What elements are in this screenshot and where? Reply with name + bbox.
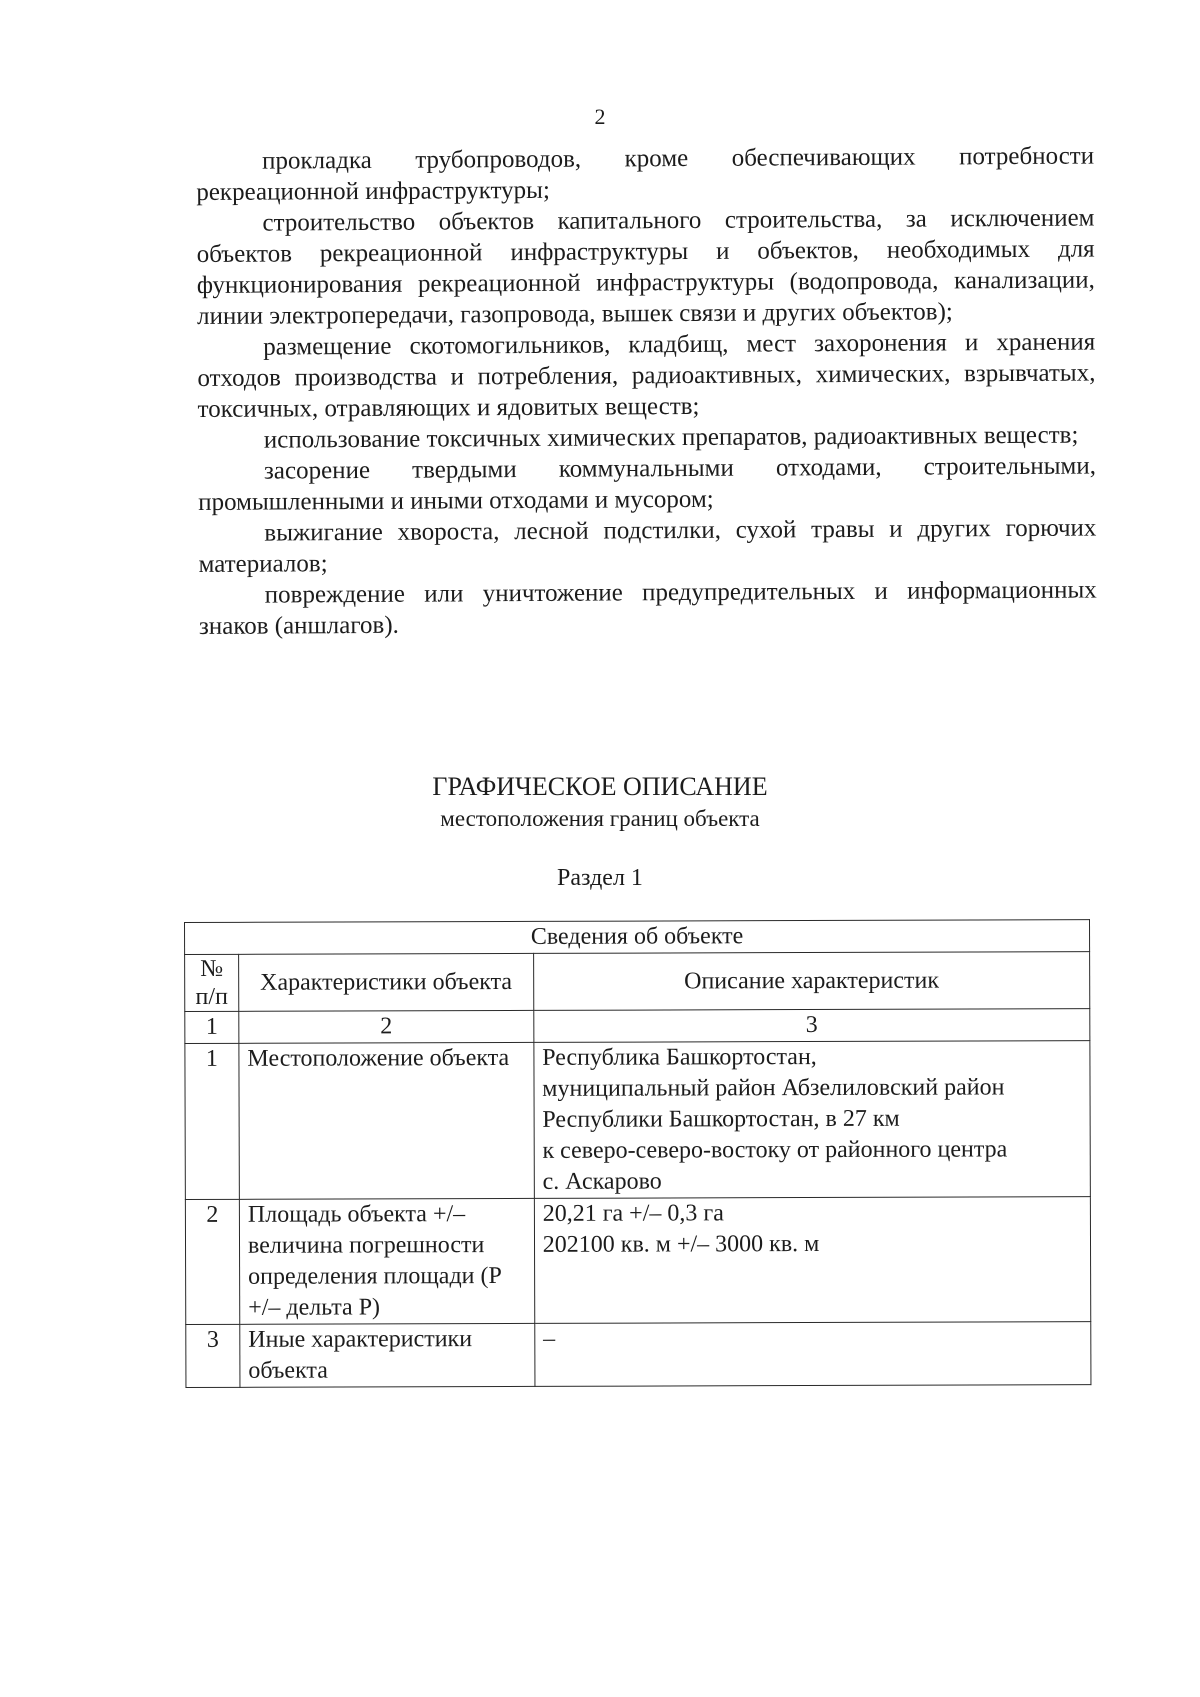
row-description — [534, 1041, 1091, 1199]
row-characteristic: Иные характеристики объекта — [240, 1323, 535, 1387]
row-num: 1 — [185, 1043, 239, 1199]
table-header-row — [185, 952, 1090, 1012]
description-line: 20,21 га +/– 0,3 га — [542, 1200, 724, 1227]
header-description: Описание характеристик — [533, 952, 1089, 1011]
table-row — [185, 1041, 1090, 1200]
object-info-table — [184, 919, 1091, 1388]
heading-title: ГРАФИЧЕСКОЕ ОПИСАНИЕ — [432, 772, 768, 801]
paragraph: прокладка трубопроводов, кроме обеспечивающих потребности рекреационной инфраструктуры; — [196, 142, 1095, 206]
heading-subtitle: местоположения границ объекта — [440, 806, 760, 831]
section-label: Раздел 1 — [557, 865, 643, 891]
paragraph: использование токсичных химических препаратов, радиоактивных веществ; — [263, 421, 1079, 454]
row-characteristic: Местоположение объекта — [239, 1042, 534, 1199]
table-row — [186, 1322, 1091, 1388]
paragraph: засорение твердыми коммунальными отходами, строительными, промышленными и иными отходами и мусором; — [198, 452, 1097, 516]
description-line: к северо-северо-востоку от районного центра — [542, 1136, 1008, 1164]
paragraph: размещение скотомогильников, кладбищ, мест захоронения и хранения отходов производства и потребления, радиоактивных, химических, взрывчатых, токсичных, отравляющих и ядовитых веществ; — [197, 328, 1096, 423]
body-text — [196, 141, 1097, 642]
row-characteristic: Площадь объекта +/– величина погрешности определения площади (P +/– дельта P) — [239, 1198, 534, 1324]
description-line: Республика Башкортостан, — [542, 1044, 817, 1071]
row-num: 2 — [185, 1199, 239, 1324]
description-line: Республики Башкортостан, в 27 км — [542, 1105, 900, 1133]
column-number: 1 — [185, 1011, 239, 1043]
paragraph: строительство объектов капитального строительства, за исключением объектов рекреационной инфраструктуры и объектов, необходимых для функционирования рекреационной инфраструктуры (водопровода, канализации, линии электропередачи, газопровода, вышек связи и других объектов); — [196, 204, 1095, 330]
row-description — [535, 1322, 1091, 1387]
column-number: 3 — [534, 1009, 1090, 1043]
paragraph: выжигание хвороста, лесной подстилки, сухой травы и других горючих материалов; — [198, 514, 1097, 578]
paragraph: повреждение или уничтожение предупредительных и информационных знаков (аншлагов). — [198, 576, 1097, 640]
header-characteristic: Характеристики объекта — [239, 953, 534, 1011]
column-number-row — [185, 1009, 1090, 1044]
column-number: 2 — [239, 1010, 534, 1043]
table-caption-row — [185, 920, 1090, 955]
table-caption: Сведения об объекте — [185, 920, 1090, 955]
object-info-table-wrap — [184, 919, 1091, 1388]
page-number: 2 — [594, 104, 606, 129]
description-line: с. Аскарово — [542, 1168, 662, 1195]
description-line: 202100 кв. м +/– 3000 кв. м — [542, 1231, 820, 1258]
description-line: – — [543, 1325, 556, 1352]
header-num: № п/п — [185, 954, 239, 1011]
description-line: муниципальный район Абзелиловский район — [542, 1074, 1005, 1102]
row-num: 3 — [186, 1324, 240, 1387]
document-heading — [0, 770, 1200, 834]
row-description — [534, 1197, 1091, 1324]
table-row — [185, 1197, 1090, 1325]
